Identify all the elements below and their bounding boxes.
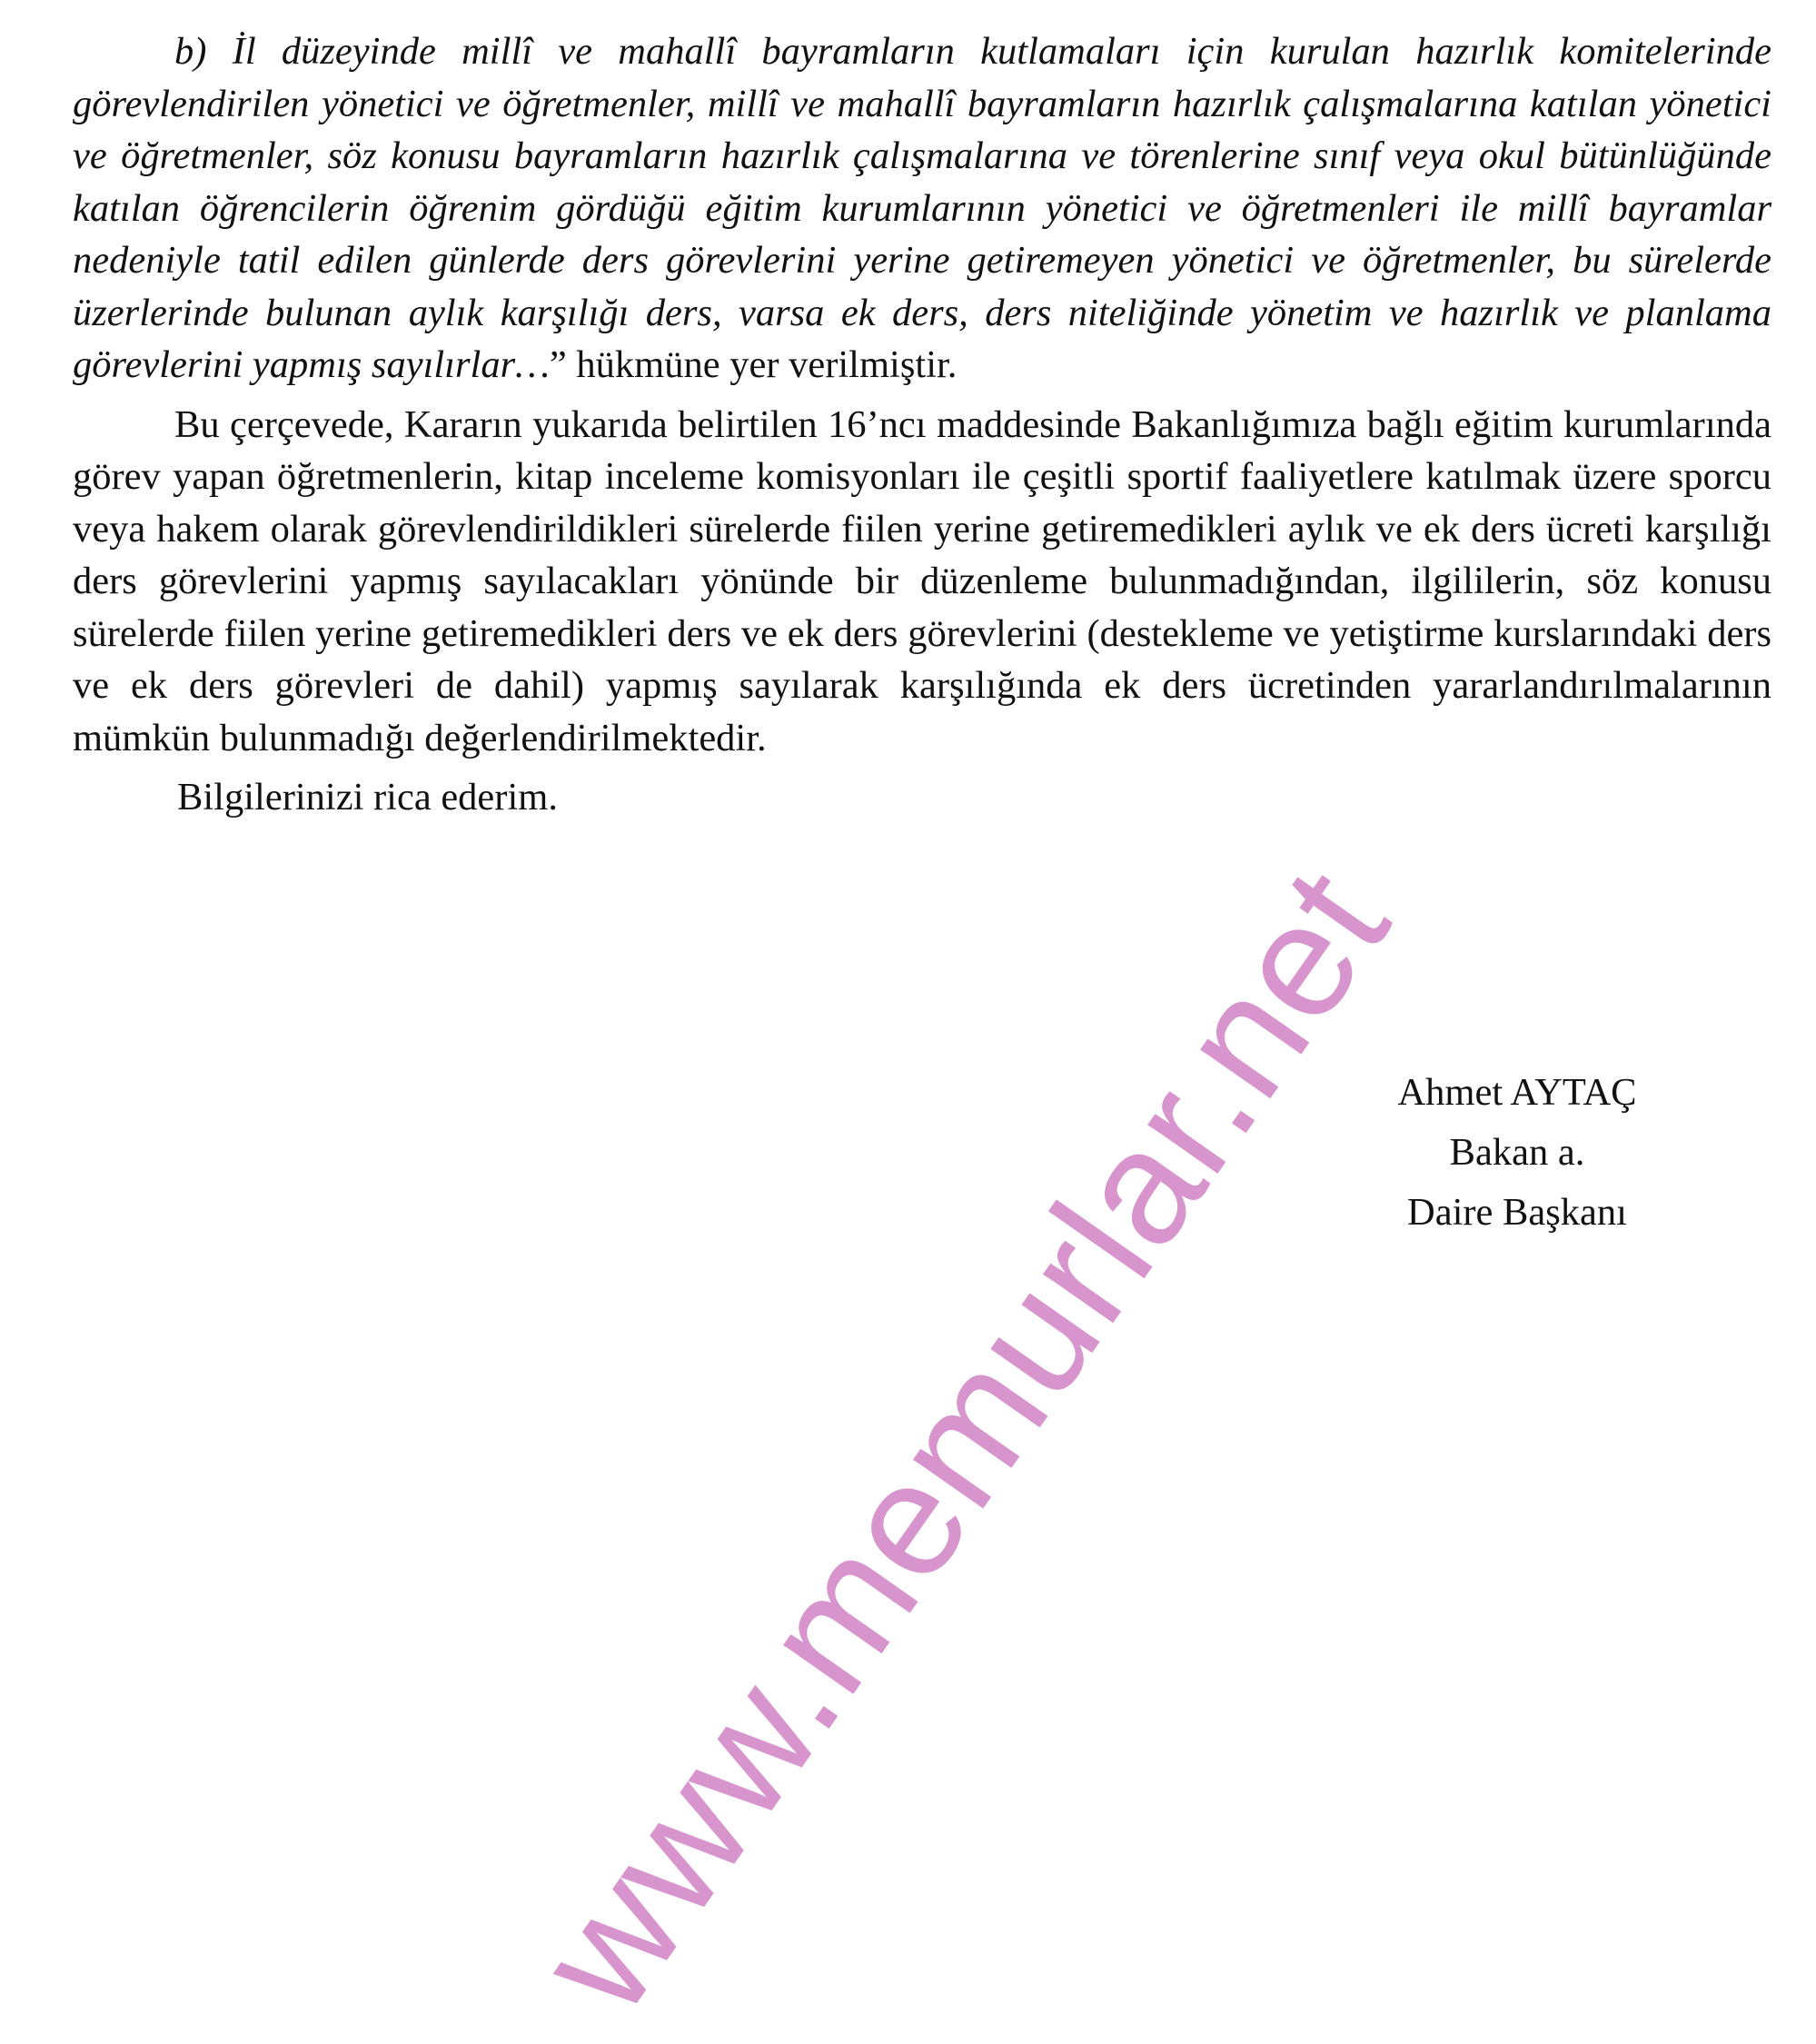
- signature-block: [1326, 1063, 1708, 1243]
- paragraph-quoted-provision: [73, 25, 1771, 392]
- signatory-name: Ahmet AYTAÇ: [1397, 1071, 1637, 1114]
- watermark: www.memurlar.net: [503, 837, 1423, 2043]
- document-body: [73, 25, 1771, 824]
- signatory-title: Daire Başkanı: [1407, 1191, 1627, 1234]
- signatory-role: Bakan a.: [1449, 1131, 1585, 1174]
- quoted-provision-trailer: ” hükmüne yer verilmiştir.: [549, 343, 958, 386]
- quoted-provision-text: b) İl düzeyinde millî ve mahallî bayramların kutlamaları için kurulan hazırlık komitelerinde görevlendirilen yönetici ve öğretmenler, millî ve mahallî bayramların hazırlık çalışmalarına katılan yönetici ve öğretmenler, söz konusu bayramların hazırlık çalışmalarına ve törenlerine sınıf veya okul bütünlüğünde katılan öğrencilerin öğrenim gördüğü eğitim kurumlarının yönetici ve öğretmenleri ile millî bayramlar nedeniyle tatil edilen günlerde ders görevlerini yerine getiremeyen yönetici ve öğretmenler, bu sürelerde üzerlerinde bulunan aylık karşılığı ders, varsa ek ders, ders niteliğinde yönetim ve hazırlık ve planlama görevlerini yapmış sayılırlar…: [73, 30, 1771, 386]
- paragraph-closing: Bilgilerinizi rica ederim.: [177, 776, 558, 819]
- paragraph-assessment: Bu çerçevede, Kararın yukarıda belirtilen 16’ncı maddesinde Bakanlığımıza bağlı eğitim kurumlarında görev yapan öğretmenlerin, kitap inceleme komisyonları ile çeşitli sportif faaliyetlere katılmak üzere sporcu veya hakem olarak görevlendirildikleri sürelerde fiilen yerine getiremedikleri aylık ve ek ders ücreti karşılığı ders görevlerini yapmış sayılacakları yönünde bir düzenleme bulunmadığından, ilgililerin, söz konusu sürelerde fiilen yerine getiremedikleri ders ve ek ders görevlerini (destekleme ve yetiştirme kurslarındaki ders ve ek ders görevleri de dahil) yapmış sayılarak karşılığında ek ders ücretinden yararlandırılmalarının mümkün bulunmadığı değerlendirilmektedir.: [73, 402, 1771, 759]
